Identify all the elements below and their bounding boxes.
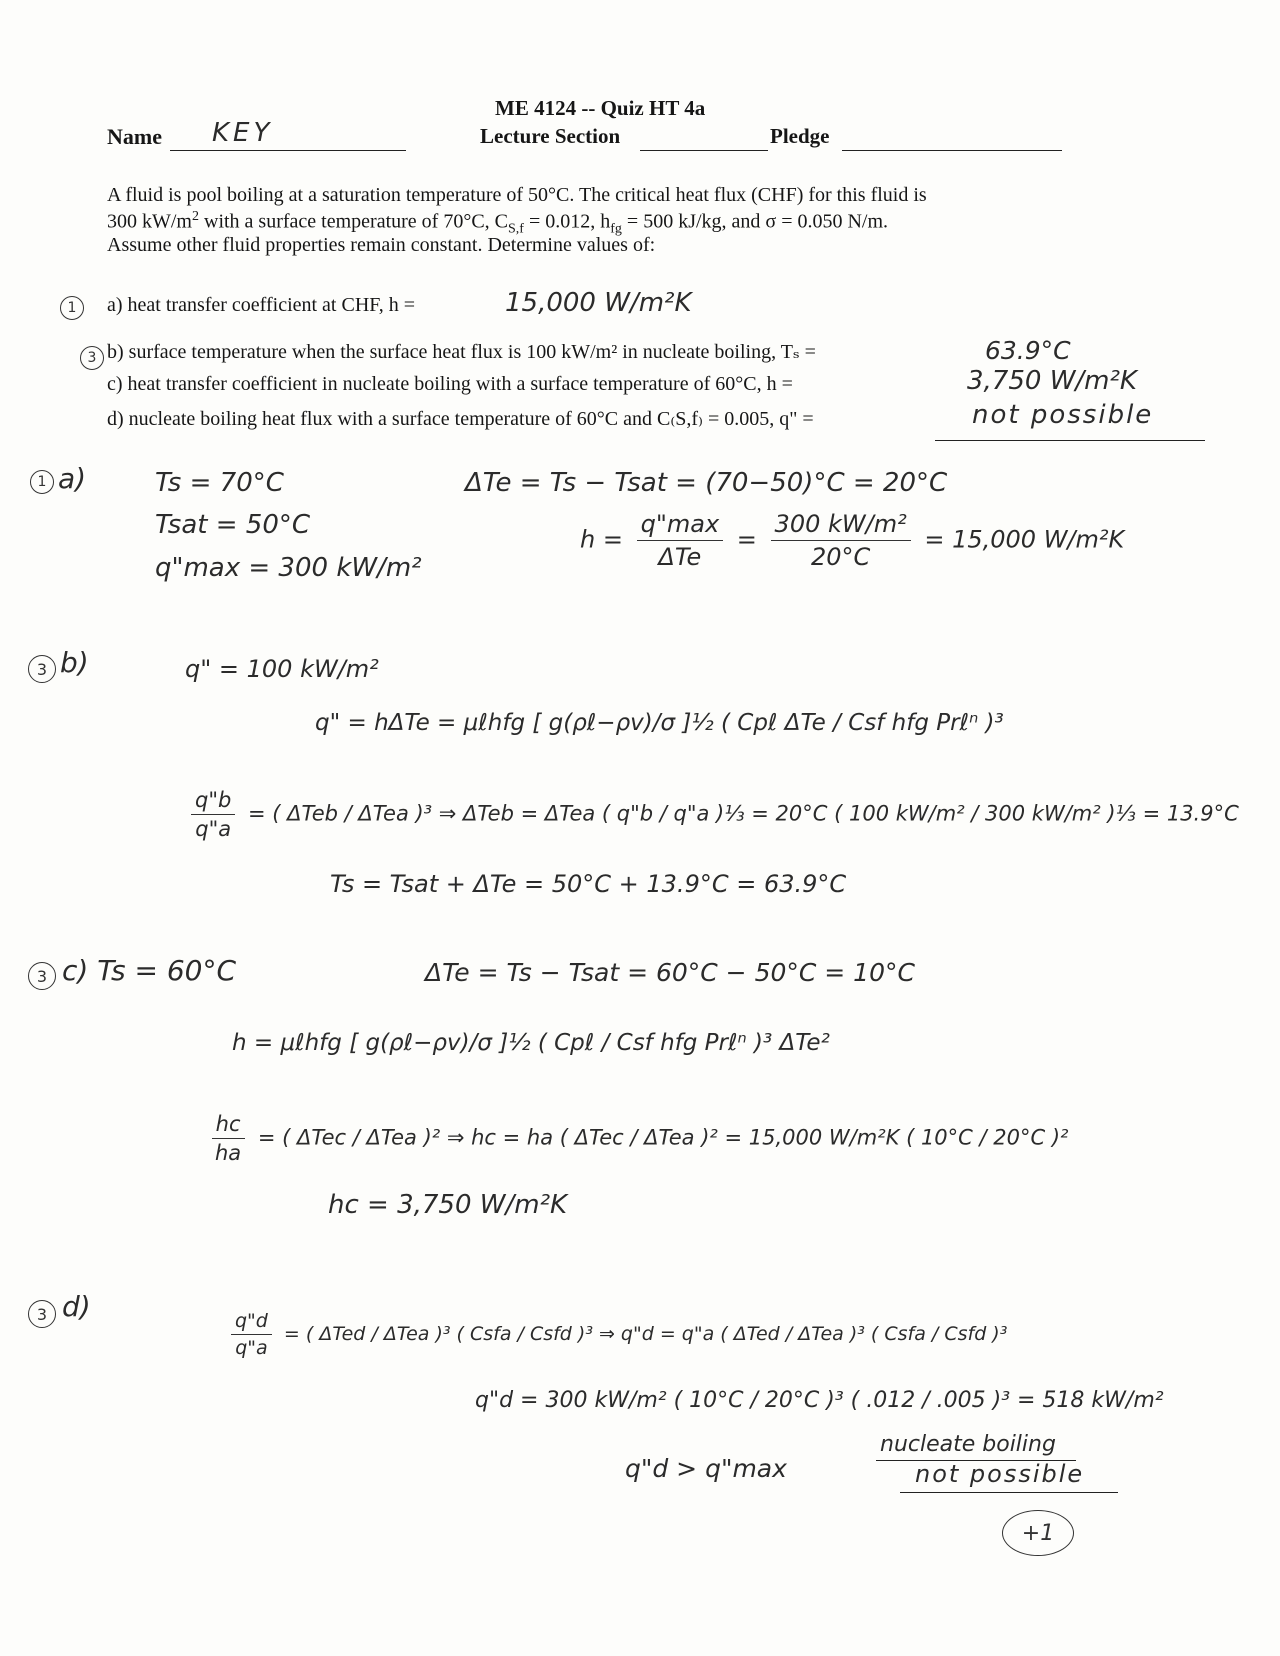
question-a-text: a) heat transfer coefficient at CHF, h = xyxy=(107,294,416,316)
work-a-h-equation: h = $\frac{q"\max}{\text{ΔTe}}$ = $\frac{\text{300 kW/m²}}{20^\circ C}$ = 15,000 W/m²K xyxy=(580,510,1125,571)
work-c-ratio: $\frac{hc}{ha}$ = ( ΔTec / ΔTea )² ⇒ hc = ha ( ΔTec / ΔTea )² = 15,000 W/m²K ( 10°C / 20°C )² xyxy=(205,1112,1068,1165)
question-c-text: c) heat transfer coefficient in nucleate boiling with a surface temperature of 60°C, h = xyxy=(107,373,793,395)
work-d-points: 3 xyxy=(28,1300,56,1328)
course-title: ME 4124 -- Quiz HT 4a xyxy=(495,96,706,120)
work-d-label: d) xyxy=(62,1290,91,1323)
name-underline xyxy=(170,150,406,151)
pledge-underline xyxy=(842,150,1062,151)
work-b-label: b) xyxy=(60,646,89,679)
work-c-h-expression: h = μℓhfg [ g(ρℓ−ρv)/σ ]½ ( Cpℓ / Csf hfg Prℓⁿ )³ ΔTe² xyxy=(232,1030,830,1056)
work-b-ratio: $\frac{q"b}{q"a}$ = ( ΔTeb / ΔTea )³ ⇒ ΔTeb = ΔTea ( q"b / q"a )⅓ = 20°C ( 100 kW/m² / 300 kW/m² )⅓ = 13.9°C xyxy=(185,788,1239,841)
question-d-answer-underline xyxy=(935,440,1205,441)
work-b-qb: q" = 100 kW/m² xyxy=(185,655,379,683)
work-a-label: a) xyxy=(58,462,87,495)
work-a-given-ts: Ts = 70°C xyxy=(155,468,284,498)
name-label: Name xyxy=(107,124,162,149)
work-b-ts: Ts = Tsat + ΔTe = 50°C + 13.9°C = 63.9°C xyxy=(330,870,847,898)
work-c-hc: hc = 3,750 W/m²K xyxy=(328,1190,568,1220)
work-a-points: 1 xyxy=(30,470,54,494)
work-c-points: 3 xyxy=(28,962,56,990)
problem-line-3: Assume other fluid properties remain constant. Determine values of: xyxy=(107,234,656,256)
question-d-text: d) nucleate boiling heat flux with a surface temperature of 60°C and C₍S,f₎ = 0.005, q" = xyxy=(107,408,814,430)
pledge-label: Pledge xyxy=(770,124,830,148)
work-d-conclusion-1: nucleate boiling xyxy=(880,1432,1056,1457)
question-c-answer: 3,750 W/m²K xyxy=(967,366,1137,396)
work-b-points: 3 xyxy=(28,655,56,683)
work-a-given-qmax: q"max = 300 kW/m² xyxy=(155,553,422,583)
work-a-delta-te: ΔTe = Ts − Tsat = (70−50)°C = 20°C xyxy=(465,468,948,498)
question-d-answer: not possible xyxy=(972,400,1154,430)
problem-line-1: A fluid is pool boiling at a saturation temperature of 50°C. The critical heat flux (CHF) for this fluid is xyxy=(107,184,927,206)
work-d-calc: q"d = 300 kW/m² ( 10°C / 20°C )³ ( .012 / .005 )³ = 518 kW/m² xyxy=(475,1388,1164,1413)
name-value: KEY xyxy=(212,118,274,148)
question-a-answer: 15,000 W/m²K xyxy=(505,288,692,318)
question-b-answer: 63.9°C xyxy=(985,336,1071,365)
work-d-conclusion-2: not possible xyxy=(915,1460,1085,1488)
work-c-delta-te: ΔTe = Ts − Tsat = 60°C − 50°C = 10°C xyxy=(425,958,915,987)
section-underline xyxy=(640,150,768,151)
question-b-text: b) surface temperature when the surface heat flux is 100 kW/m² in nucleate boiling, Tₛ = xyxy=(107,341,816,363)
work-d-conclusion-underline-2 xyxy=(900,1492,1118,1493)
work-d-bonus: +1 xyxy=(1002,1510,1074,1556)
question-a-points: 1 xyxy=(60,296,84,320)
work-a-given-tsat: Tsat = 50°C xyxy=(155,510,311,540)
problem-line-2: 300 $kW/m^2$ with a surface temperature of 70°C, $C_{S,f} = 0.012$, $h_{fg} = 500$ kJ/kg, and σ = 0.050 N/m. xyxy=(107,209,889,237)
section-label: Lecture Section xyxy=(480,124,621,148)
work-d-compare: q"d > q"max xyxy=(625,1454,787,1483)
work-d-ratio: $\frac{q"d}{q"a}$ = ( ΔTed / ΔTea )³ ( Csfa / Csfd )³ ⇒ q"d = q"a ( ΔTed / ΔTea )³ ( Csfa / Csfd )³ xyxy=(225,1310,1007,1359)
work-c-label: c) Ts = 60°C xyxy=(62,954,237,987)
question-b-points: 3 xyxy=(80,346,104,370)
work-b-rohsenow: q" = hΔTe = μℓhfg [ g(ρℓ−ρv)/σ ]½ ( Cpℓ ΔTe / Csf hfg Prℓⁿ )³ xyxy=(315,710,1004,736)
